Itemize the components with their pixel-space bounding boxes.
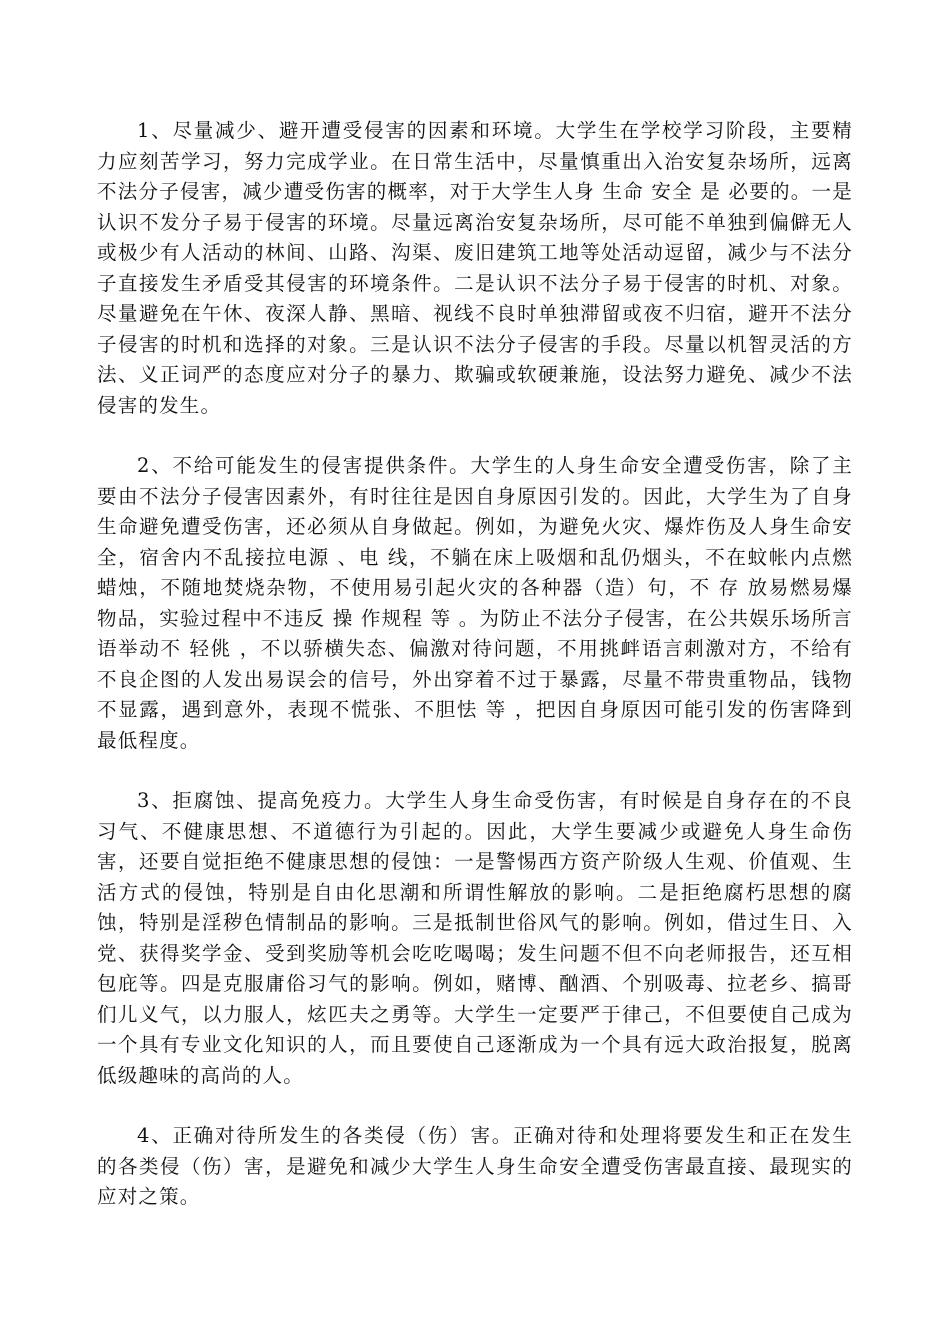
paragraph-3: 3、拒腐蚀、提高免疫力。大学生人身生命受伤害，有时候是自身存在的不良习气、不健康思想、不道德行为引起的。因此，大学生要减少或避免人身生命伤害，还要自觉拒绝不健康思想的侵蚀：一是警惕西方资产阶级人生观、价值观、生活方式的侵蚀，特别是自由化思潮和所谓性解放的影响。二是拒绝腐朽思想的腐蚀，特别是淫秽色情制品的影响。三是抵制世俗风气的影响。例如，借过生日、入党、获得奖学金、受到奖励等机会吃吃喝喝；发生问题不但不向老师报告，还互相包庇等。四是克服庸俗习气的影响。例如，赌博、酗酒、个别吸毒、拉老乡、搞哥们儿义气，以力服人，炫匹夫之勇等。大学生一定要严于律己，不但要使自己成为一个具有专业文化知识的人，而且要使自己逐渐成为一个具有远大政治报复，脱离低级趣味的高尚的人。 bbox=[97, 789, 853, 1087]
paragraph-4: 4、正确对待所发生的各类侵（伤）害。正确对待和处理将要发生和正在发生的各类侵（伤）害，是避免和减少大学生人身生命安全遭受伤害最直接、最现实的应对之策。 bbox=[97, 1124, 853, 1208]
document-page bbox=[97, 116, 853, 1243]
paragraph-2: 2、不给可能发生的侵害提供条件。大学生的人身生命安全遭受伤害，除了主要由不法分子侵害因素外，有时往往是因自身原因引发的。因此，大学生为了自身生命避免遭受伤害，还必须从自身做起。例如，为避免火灾、爆炸伤及人身生命安全，宿舍内不乱接拉电源 、电 线，不躺在床上吸烟和乱仍烟头，不在蚊帐内点燃蜡烛，不随地焚烧杂物，不使用易引起火灾的各种器（造）句，不 存 放易燃易爆物品，实验过程中不违反 操 作规程 等 。为防止不法分子侵害，在公共娱乐场所言语举动不 轻佻 ，不以骄横失态、偏激对待问题，不用挑衅语言刺激对方，不给有不良企图的人发出易误会的信号，外出穿着不过于暴露，尽量不带贵重物品，钱物不显露，遇到意外，表现不慌张、不胆怯 等 ，把因自身原因可能引发的伤害降到最低程度。 bbox=[97, 454, 853, 752]
paragraph-1: 1、尽量减少、避开遭受侵害的因素和环境。大学生在学校学习阶段，主要精力应刻苦学习，努力完成学业。在日常生活中，尽量慎重出入治安复杂场所，远离不法分子侵害，减少遭受伤害的概率，对于大学生人身 生命 安全 是 必要的。一是认识不发分子易于侵害的环境。尽量远离治安复杂场所，尽可能不单独到偏僻无人或极少有人活动的林间、山路、沟渠、废旧建筑工地等处活动逗留，减少与不法分子直接发生矛盾受其侵害的环境条件。二是认识不法分子易于侵害的时机、对象。尽量避免在午休、夜深人静、黑暗、视线不良时单独滞留或夜不归宿，避开不法分子侵害的时机和选择的对象。三是认识不法分子侵害的手段。尽量以机智灵活的方法、义正词严的态度应对分子的暴力、欺骗或软硬兼施，设法努力避免、减少不法侵害的发生。 bbox=[97, 119, 853, 417]
